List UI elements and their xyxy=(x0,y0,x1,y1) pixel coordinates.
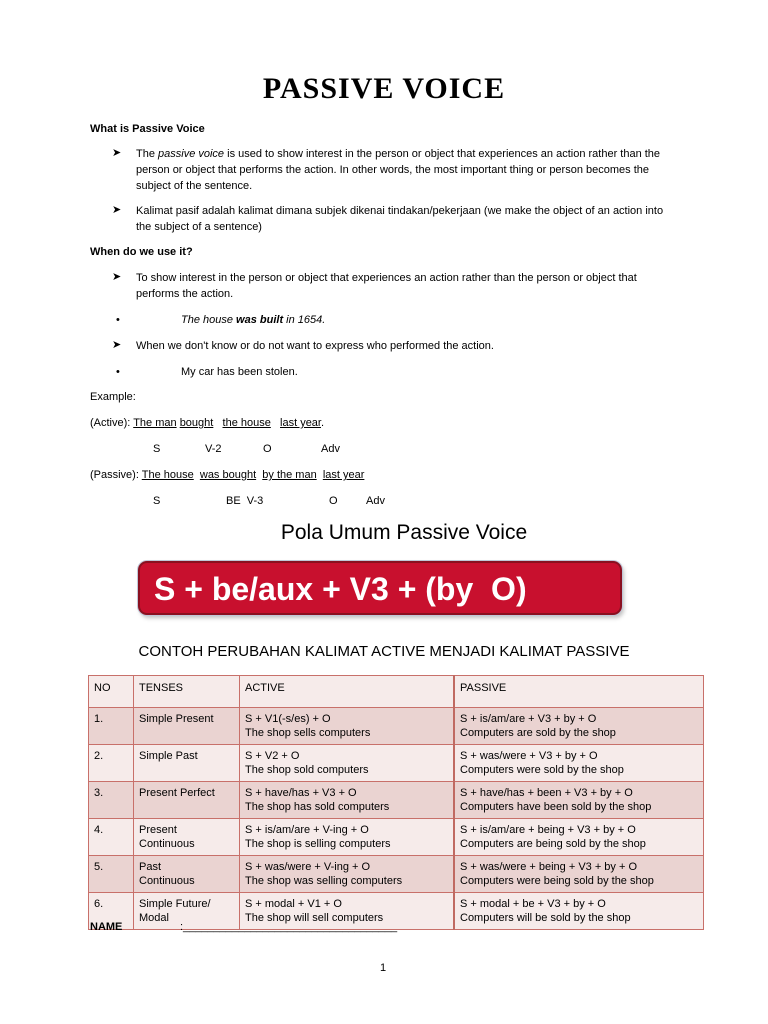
row-tense: Simple Past xyxy=(134,745,240,782)
name-input-line[interactable]: :___________________________________ xyxy=(180,921,398,933)
arrow-bullet-icon: ➤ xyxy=(112,339,122,351)
arrow-bullet-icon: ➤ xyxy=(112,204,122,216)
passive-tag-be-v3: BE V-3 xyxy=(226,495,264,507)
header-no: NO xyxy=(89,676,134,708)
name-label: NAME xyxy=(90,921,123,933)
row-no: 2. xyxy=(89,745,134,782)
table-row xyxy=(89,819,704,856)
row-active: S + V2 + O The shop sold computers xyxy=(240,745,455,782)
row-passive: S + was/were + being + V3 + by + O Computers were being sold by the shop xyxy=(454,856,704,893)
header-active: ACTIVE xyxy=(240,676,455,708)
arrow-bullet-icon: ➤ xyxy=(112,271,122,283)
table-row xyxy=(89,856,704,893)
dot-bullet-icon: • xyxy=(116,366,120,378)
row-active: S + is/am/are + V-ing + O The shop is selling computers xyxy=(240,819,455,856)
tenses-table xyxy=(88,675,704,930)
row-passive: S + is/am/are + being + V3 + by + O Computers are being sold by the shop xyxy=(454,819,704,856)
table-row xyxy=(89,745,704,782)
dot-bullet-icon: • xyxy=(116,314,120,326)
row-tense: Simple Present xyxy=(134,708,240,745)
usage-heading: When do we use it? xyxy=(90,246,193,258)
row-no: 5. xyxy=(89,856,134,893)
row-passive: S + was/were + V3 + by + O Computers were sold by the shop xyxy=(454,745,704,782)
row-tense: Present Continuous xyxy=(134,819,240,856)
row-tense: Simple Future/ Modal xyxy=(134,893,240,930)
row-tense: Present Perfect xyxy=(134,782,240,819)
row-no: 4. xyxy=(89,819,134,856)
intro-bullet-1: The passive voice is used to show interest in the person or object that experiences an action rather than the person or object that performs the action. In other words, the most important thing or person becomes the subject of the sentence. xyxy=(136,148,661,192)
example-heading: Example: xyxy=(90,391,136,403)
active-tag-s: S xyxy=(153,443,161,455)
row-active: S + modal + V1 + O The shop will sell computers xyxy=(240,893,455,930)
row-passive: S + modal + be + V3 + by + O Computers will be sold by the shop xyxy=(454,893,704,930)
page-number: 1 xyxy=(380,962,387,974)
pattern-subtitle: Pola Umum Passive Voice xyxy=(280,521,528,544)
row-tense: Past Continuous xyxy=(134,856,240,893)
arrow-bullet-icon: ➤ xyxy=(112,147,122,159)
passive-tag-adv: Adv xyxy=(366,495,385,507)
table-header-row xyxy=(89,676,704,708)
usage-bullet-2: When we don't know or do not want to express who performed the action. xyxy=(136,340,494,352)
page-title: PASSIVE VOICE xyxy=(262,72,506,105)
row-passive: S + is/am/are + V3 + by + O Computers are sold by the shop xyxy=(454,708,704,745)
header-passive: PASSIVE xyxy=(454,676,704,708)
row-active: S + V1(-s/es) + O The shop sells computers xyxy=(240,708,455,745)
header-tenses: TENSES xyxy=(134,676,240,708)
row-no: 3. xyxy=(89,782,134,819)
active-tag-adv: Adv xyxy=(321,443,340,455)
intro-heading: What is Passive Voice xyxy=(90,123,205,135)
active-tag-o: O xyxy=(263,443,272,455)
row-no: 6. xyxy=(89,893,134,930)
formula-text: S + be/aux + V3 + (by O) xyxy=(154,571,527,607)
row-active: S + was/were + V-ing + O The shop was selling computers xyxy=(240,856,455,893)
usage-example-1: The house was built in 1654. xyxy=(181,314,326,326)
formula-banner xyxy=(138,561,622,615)
table-row xyxy=(89,782,704,819)
active-tag-v2: V-2 xyxy=(205,443,222,455)
active-sentence: (Active): The man bought the house last year. xyxy=(90,417,325,429)
row-passive: S + have/has + been + V3 + by + O Computers have been sold by the shop xyxy=(454,782,704,819)
passive-sentence: (Passive): The house was bought by the man last year xyxy=(90,469,365,481)
intro-bullet-2: Kalimat pasif adalah kalimat dimana subjek dikenai tindakan/pekerjaan (we make the object of an action into the subject of a sentence) xyxy=(136,205,664,233)
row-active: S + have/has + V3 + O The shop has sold computers xyxy=(240,782,455,819)
usage-bullet-1: To show interest in the person or object that experiences an action rather than the person or object that performs the action. xyxy=(136,272,637,300)
passive-tag-s: S xyxy=(153,495,161,507)
table-heading: CONTOH PERUBAHAN KALIMAT ACTIVE MENJADI KALIMAT PASSIVE xyxy=(138,643,630,660)
passive-tag-o: O xyxy=(329,495,338,507)
usage-example-2: My car has been stolen. xyxy=(181,366,298,378)
row-no: 1. xyxy=(89,708,134,745)
table-row xyxy=(89,708,704,745)
